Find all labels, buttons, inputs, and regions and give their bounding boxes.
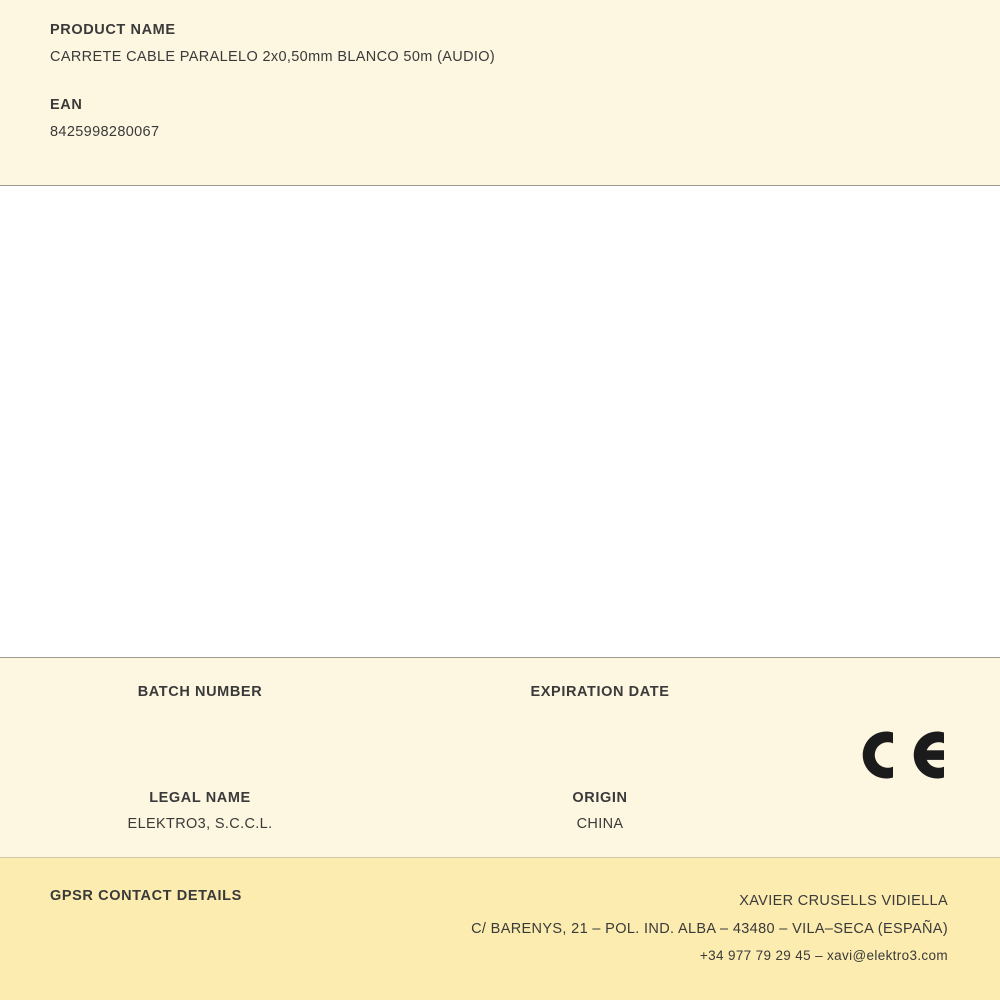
- gpsr-contact-name: XAVIER CRUSELLS VIDIELLA: [739, 893, 948, 909]
- gpsr-contact-label: GPSR CONTACT DETAILS: [50, 888, 242, 904]
- batch-number-value: [0, 709, 400, 726]
- batch-number-column: [0, 684, 400, 726]
- product-image-area: [0, 186, 1000, 658]
- expiration-date-label: EXPIRATION DATE: [530, 684, 670, 700]
- product-name-value: CARRETE CABLE PARALELO 2x0,50mm BLANCO 50m (AUDIO): [50, 49, 496, 66]
- expiration-date-value: [400, 709, 800, 726]
- legal-name-label: LEGAL NAME: [149, 790, 251, 807]
- product-details-section: [0, 658, 1000, 858]
- gpsr-contact-phone-email: +34 977 79 29 45 – xavi@elektro3.com: [699, 948, 948, 964]
- ce-marking-icon: [856, 722, 948, 788]
- ean-label: EAN: [50, 96, 83, 113]
- legal-name-column: [0, 790, 400, 833]
- origin-value: CHINA: [576, 815, 624, 832]
- product-name-label: PRODUCT NAME: [50, 22, 176, 38]
- product-name-block: [50, 22, 950, 67]
- origin-label: ORIGIN: [572, 790, 628, 807]
- details-row-legal-origin: [0, 790, 800, 833]
- gpsr-contact-address: C/ BARENYS, 21 – POL. IND. ALBA – 43480 – VILA–SECA (ESPAÑA): [471, 920, 948, 937]
- ean-value: 8425998280067: [50, 124, 160, 141]
- product-info-section: [0, 0, 1000, 186]
- details-row-batch-expiration: [0, 684, 800, 726]
- gpsr-footer-section: [0, 858, 1000, 1000]
- field-spacer: [50, 67, 950, 97]
- ean-block: [50, 97, 950, 142]
- origin-column: [400, 790, 800, 833]
- expiration-date-column: [400, 684, 800, 726]
- legal-name-value: ELEKTRO3, S.C.C.L.: [127, 815, 273, 832]
- gpsr-contact-block: [471, 888, 948, 969]
- batch-number-label: BATCH NUMBER: [137, 684, 263, 700]
